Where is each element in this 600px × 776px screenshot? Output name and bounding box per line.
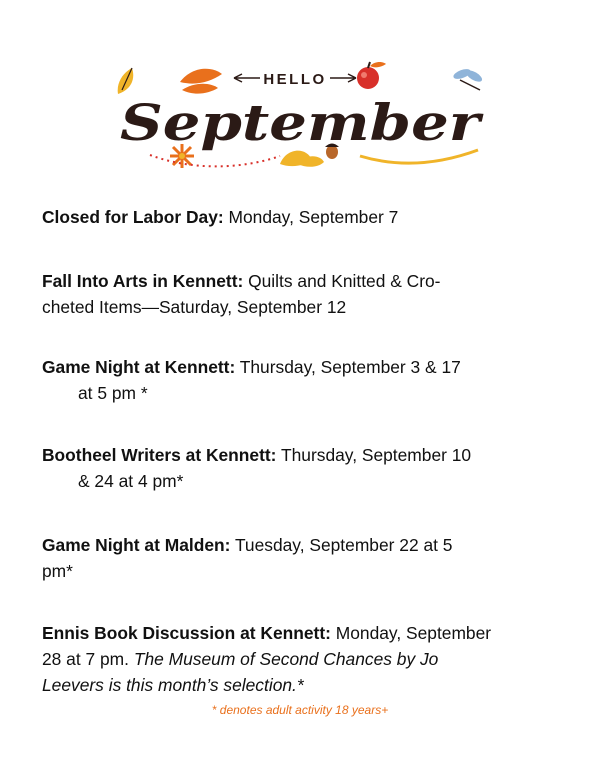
- event-title: Fall Into Arts in Kennett:: [42, 271, 244, 291]
- event-title: Bootheel Writers at Kennett:: [42, 445, 277, 465]
- event-title: Game Night at Malden:: [42, 535, 231, 555]
- hello-september-header: [110, 60, 500, 172]
- event-detail: Monday, September 7: [223, 207, 399, 227]
- event-title: Game Night at Kennett:: [42, 357, 236, 377]
- apple-icon: [357, 62, 386, 89]
- event-detail: Thursday, September 3 & 17: [235, 357, 461, 377]
- event-detail: Monday, September: [330, 623, 492, 643]
- dragonfly-icon: [452, 67, 484, 90]
- event-detail-cont: & 24 at 4 pm*: [78, 471, 184, 491]
- hello-text: HELLO: [263, 71, 327, 88]
- event-detail-cont: at 5 pm *: [78, 383, 148, 403]
- adult-activity-footnote: * denotes adult activity 18 years+: [211, 703, 389, 717]
- event-detail-cont: 28 at 7 pm.: [42, 649, 134, 669]
- event-fall-into-arts: [42, 268, 562, 320]
- event-title: Closed for Labor Day:: [42, 207, 224, 227]
- event-ennis-book-discussion: [42, 620, 562, 698]
- event-labor-day: [42, 204, 562, 230]
- event-detail: Tuesday, September 22 at 5: [230, 535, 453, 555]
- event-game-night-kennett: [42, 354, 562, 406]
- event-detail: Thursday, September 10: [276, 445, 472, 465]
- book-title-text: The Museum of Second Chances by Jo: [133, 649, 439, 669]
- event-detail-cont: cheted Items—Saturday, September 12: [42, 297, 347, 317]
- event-title: Ennis Book Discussion at Kennett:: [42, 623, 331, 643]
- event-game-night-malden: [42, 532, 562, 584]
- leaf-icon: [118, 68, 222, 94]
- event-bootheel-writers: [42, 442, 562, 494]
- event-detail: Quilts and Knitted & Cro-: [243, 271, 441, 291]
- september-title: September: [120, 93, 485, 152]
- book-selection-text: Leevers is this month’s selection.*: [42, 675, 304, 695]
- event-detail-cont: pm*: [42, 561, 73, 581]
- pumpkin-icon: [280, 151, 324, 167]
